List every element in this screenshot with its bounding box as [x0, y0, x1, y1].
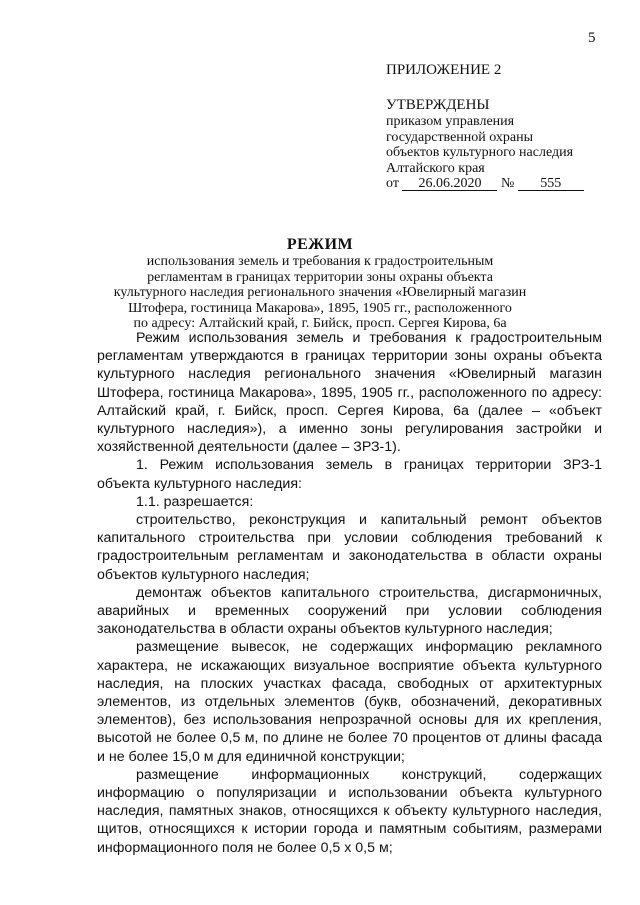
from-label: от [386, 176, 399, 191]
subtitle-line: Штофера, гостиница Макарова», 1895, 1905 гг., расположенного [128, 300, 512, 316]
number-label: № [500, 176, 515, 191]
intro-paragraph: Режим использования земель и требования к градостроительным регламентам утверждаются в границах территории зоны охраны объекта культурного наследия регионального значения «Ювелирный магазин Штофера, гостиница Макарова», 1895, 1905 гг., расположенного по адресу: Алтайский край, г. Бийск, просп. Сергея Кирова, 6а (далее – «объект культурного наследия»), а именно зоны регулирования застройки и хозяйственной деятельности (далее – ЗРЗ-1). [97, 330, 602, 456]
permitted-item-signs: размещение вывесок, не содержащих информацию рекламного характера, не искажающих визуальное восприятие объекта культурного наследия, на плоских участках фасада, свободных от архитектурных элементов, из отдельных элементов (букв, обозначений, декоративных элементов), без использования непрозрачной основы для их крепления, высотой не более 0,5 м, по длине не более 70 процентов от длины фасада и не более 15,0 м для единичной конструкции; [97, 639, 602, 765]
section-1-paragraph: 1. Режим использования земель в границах территории ЗРЗ-1 объекта культурного наследия: [97, 457, 602, 492]
subtitle-line: использования земель и требования к градостроительным [146, 254, 494, 269]
approval-date-line [386, 176, 626, 192]
approval-number: 555 [518, 177, 584, 191]
subtitle-line: по адресу: Алтайский край, г. Бийск, просп. Сергея Кирова, 6а [133, 316, 507, 331]
permitted-item-demolition: демонтаж объектов капитального строительства, дисгармоничных, аварийных и временных сооружений при условии соблюдения законодательства в области охраны объектов культурного наследия; [97, 584, 602, 638]
appendix-label: ПРИЛОЖЕНИЕ 2 [386, 62, 502, 78]
approval-heading: УТВЕРЖДЕНЫ [386, 97, 490, 113]
approval-line-1: приказом управления [386, 114, 515, 129]
document-title: РЕЖИМ [286, 236, 354, 253]
subtitle-line: регламентам в границах территории зоны охраны объекта [147, 269, 493, 285]
document-body [97, 329, 602, 857]
approval-line-3: объектов культурного наследия [386, 145, 574, 160]
approval-line-4: Алтайского края [386, 160, 485, 176]
section-1-1-paragraph: 1.1. разрешается: [136, 493, 254, 510]
permitted-item-construction: строительство, реконструкция и капитальный ремонт объектов капитального строительства при условии соблюдения требований к градостроительным регламентам и законодательства в области охраны объектов культурного наследия; [97, 512, 602, 583]
subtitle-line: культурного наследия регионального значения «Ювелирный магазин [113, 285, 527, 300]
permitted-item-info-structures: размещение информационных конструкций, содержащих информацию о популяризации и использовании объекта культурного наследия, памятных знаков, относящихся к объекту культурного наследия, щитов, относящихся к истории города и памятным событиям, размерами информационного поля не более 0,5 х 0,5 м; [97, 766, 602, 856]
page-number: 5 [588, 30, 596, 46]
approval-line-2: государственной охраны [386, 129, 534, 145]
document-subtitle [110, 254, 530, 332]
approval-date: 26.06.2020 [402, 177, 497, 191]
approval-block [386, 97, 626, 192]
